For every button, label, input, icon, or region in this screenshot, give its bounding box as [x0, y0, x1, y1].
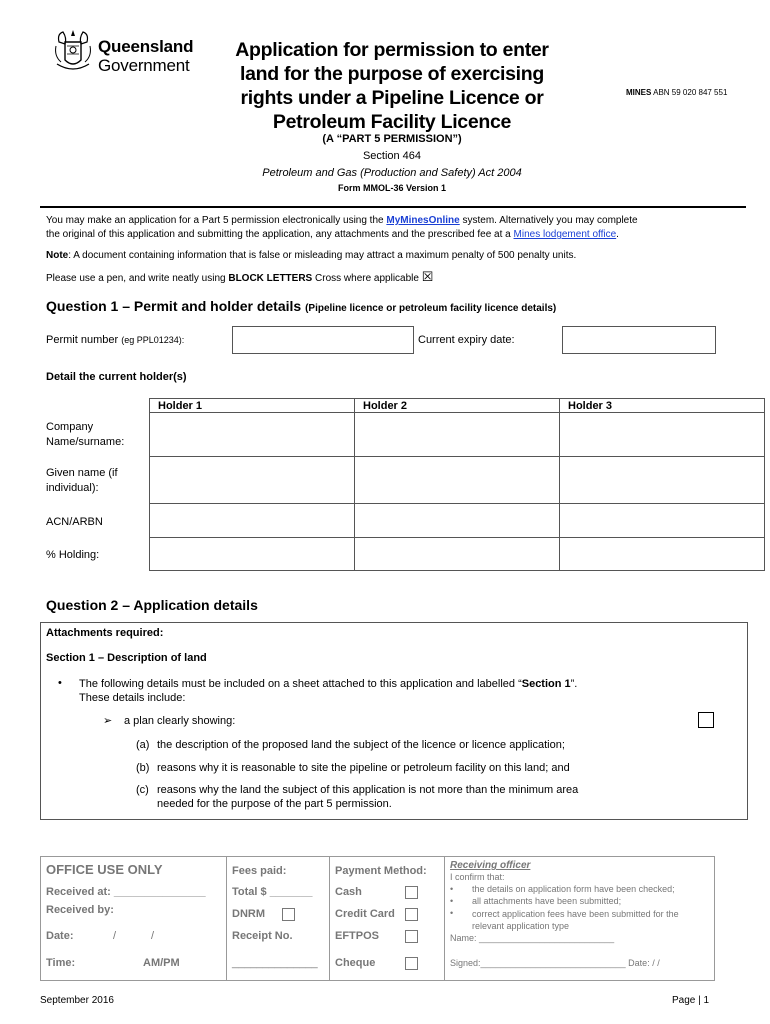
dnrm-checkbox[interactable] [282, 908, 295, 921]
intro-text-1: You may make an application for a Part 5 permission electronically using the [46, 215, 387, 226]
bullet-icon: • [450, 908, 454, 918]
permit-number-label [46, 334, 184, 346]
queensland-crest-logo [53, 28, 93, 76]
ampm-label: AM/PM [143, 957, 180, 969]
abn-number: ABN 59 020 847 551 [653, 88, 728, 97]
arrow-bullet-icon: ➢ [103, 715, 113, 727]
office-col-3 [329, 857, 445, 980]
holders-header-row [150, 399, 765, 413]
intro-text-2: system. Alternatively you may complete [459, 215, 638, 226]
plan-checkbox[interactable] [698, 712, 714, 728]
form-version: Form MMOL-36 Version 1 [337, 183, 447, 193]
question-1-subtitle: (Pipeline licence or petroleum facility licence details) [305, 303, 557, 314]
holder-2-header: Holder 2 [355, 399, 560, 413]
office-col-2 [226, 857, 330, 980]
cheque-checkbox[interactable] [405, 957, 418, 970]
cash-label: Cash [335, 886, 362, 898]
credit-card-checkbox[interactable] [405, 908, 418, 921]
header-divider [40, 206, 746, 208]
pen-instruction [46, 270, 746, 286]
bullet-icon: • [58, 677, 62, 689]
row-label-holding: % Holding: [46, 549, 100, 561]
logo-wordmark [98, 37, 193, 75]
cash-checkbox[interactable] [405, 886, 418, 899]
note-text: : A document containing information that is false or misleading may attract a maximum penalty of 500 penalty units. [68, 250, 577, 261]
table-row [150, 504, 765, 538]
intro-text-3: the original of this application and submitting the application, any attachments and the prescribed fee at a [46, 229, 514, 240]
holder-1-header: Holder 1 [150, 399, 355, 413]
footer-page: Page | 1 [672, 995, 710, 1006]
item-c-text [157, 783, 677, 811]
item-b-tag: (b) [136, 762, 150, 774]
permit-label-text: Permit number [46, 334, 119, 346]
office-col-4 [444, 857, 714, 980]
intro-text-4: . [616, 229, 619, 240]
note-label: Note [46, 250, 69, 261]
item-c-line2: needed for the purpose of the part 5 permission. [157, 798, 392, 810]
holders-title: Detail the current holder(s) [46, 371, 187, 383]
plan-text: a plan clearly showing: [124, 715, 236, 727]
cheque-label: Cheque [335, 957, 376, 969]
bullet-text-bold: Section 1 [521, 678, 571, 690]
myminesonline-link[interactable]: MyMinesOnline [386, 215, 460, 226]
section-1-heading: Section 1 – Description of land [46, 652, 207, 664]
officer-signed: Signed:_____________________________ Date: / / [450, 958, 660, 968]
table-row [150, 413, 765, 457]
expiry-date-input[interactable] [562, 326, 716, 354]
pen-text-1: Please use a pen, and write neatly using [46, 273, 229, 284]
question-2-heading: Question 2 – Application details [46, 597, 258, 613]
bullet-icon: • [450, 896, 454, 906]
item-a-tag: (a) [136, 739, 150, 751]
item-a-text: the description of the proposed land the subject of the licence or licence application; [157, 739, 565, 751]
expiry-date-label: Current expiry date: [418, 334, 515, 346]
bullet-icon: • [450, 884, 454, 894]
confirm-label: I confirm that: [450, 872, 505, 882]
row-label-given-name: Given name (if individual): [46, 467, 118, 494]
table-row [150, 457, 765, 504]
holder-3-header: Holder 3 [560, 399, 765, 413]
row-label-acn: ACN/ARBN [46, 516, 103, 528]
permit-example: (eg PPL01234): [121, 335, 185, 345]
office-col-1 [41, 857, 227, 980]
fees-paid-label: Fees paid: [232, 865, 287, 877]
h1-company-input[interactable] [150, 413, 355, 457]
total-label: Total $ _______ [232, 886, 313, 898]
attachments-heading: Attachments required: [46, 627, 164, 639]
dnrm-label: DNRM [232, 908, 265, 920]
time-label: Time: [46, 957, 76, 969]
h2-given-input[interactable] [355, 457, 560, 504]
item-c-tag: (c) [136, 784, 149, 796]
office-use-title: OFFICE USE ONLY [46, 862, 163, 877]
logo-line1: Queensland [98, 37, 194, 56]
pen-text-2: Cross where applicable [312, 273, 419, 284]
confirm-item-2: all attachments have been submitted; [472, 896, 622, 906]
h1-holding-input[interactable] [150, 538, 355, 571]
receiving-officer-label: Receiving officer [450, 860, 531, 871]
h3-holding-input[interactable] [560, 538, 765, 571]
mines-lodgement-link[interactable]: Mines lodgement office [513, 229, 617, 240]
fees-blank-line: ______________ [232, 957, 318, 969]
h2-holding-input[interactable] [355, 538, 560, 571]
credit-card-label: Credit Card [335, 908, 395, 920]
pen-text-bold: BLOCK LETTERS [228, 273, 313, 284]
item-c-line1: reasons why the land the subject of this application is not more than the minimum area [157, 784, 579, 796]
abn-line [626, 88, 727, 97]
question-1-title: Question 1 – Permit and holder details [46, 298, 302, 314]
bullet-text-2: ”. [570, 678, 578, 690]
h1-acn-input[interactable] [150, 504, 355, 538]
receipt-label: Receipt No. [232, 930, 293, 942]
date-label: Date: [46, 930, 74, 942]
row-label-company: Company Name/surname: [46, 421, 125, 448]
received-by: Received by: [46, 904, 114, 916]
act-name: Petroleum and Gas (Production and Safety) Act 2004 [262, 167, 522, 179]
received-at: Received at: _______________ [46, 886, 206, 898]
intro-paragraph [46, 214, 746, 242]
h1-given-input[interactable] [150, 457, 355, 504]
h2-company-input[interactable] [355, 413, 560, 457]
cross-example-icon: ☒ [421, 269, 434, 284]
payment-method-label: Payment Method: [335, 865, 427, 877]
bullet-text-1: The following details must be included on a sheet attached to this application and labelled “ [79, 678, 522, 690]
form-subtitle: (A “PART 5 PERMISSION”) [322, 133, 462, 145]
question-1-heading [46, 298, 556, 314]
confirm-item-3: correct application fees have been submitted for the relevant application type [472, 909, 679, 931]
h3-company-input[interactable] [560, 413, 765, 457]
item-b-text: reasons why it is reasonable to site the pipeline or petroleum facility on this land; and [157, 762, 570, 774]
date-slash-1: / [113, 930, 117, 942]
table-row [150, 538, 765, 571]
h3-given-input[interactable] [560, 457, 765, 504]
confirm-item-1: the details on application form have been checked; [472, 884, 675, 894]
officer-name: Name: ___________________________ [450, 933, 615, 943]
form-title: Application for permission to enter land for the purpose of exercising rights under a Pipeline Licence or Petroleum Facility Licence [235, 39, 549, 133]
eftpos-label: EFTPOS [335, 930, 380, 942]
eftpos-checkbox[interactable] [405, 930, 418, 943]
h2-acn-input[interactable] [355, 504, 560, 538]
logo-line2: Government [98, 56, 190, 75]
footer-date: September 2016 [40, 995, 114, 1006]
note-paragraph [46, 249, 746, 263]
bullet-text [79, 677, 679, 705]
holders-table [149, 398, 765, 571]
mines-label: MINES [626, 88, 652, 97]
office-use-box [40, 856, 715, 981]
section-number: Section 464 [362, 150, 422, 162]
permit-number-input[interactable] [232, 326, 414, 354]
date-slash-2: / [151, 930, 155, 942]
bullet-text-3: These details include: [79, 692, 186, 704]
h3-acn-input[interactable] [560, 504, 765, 538]
